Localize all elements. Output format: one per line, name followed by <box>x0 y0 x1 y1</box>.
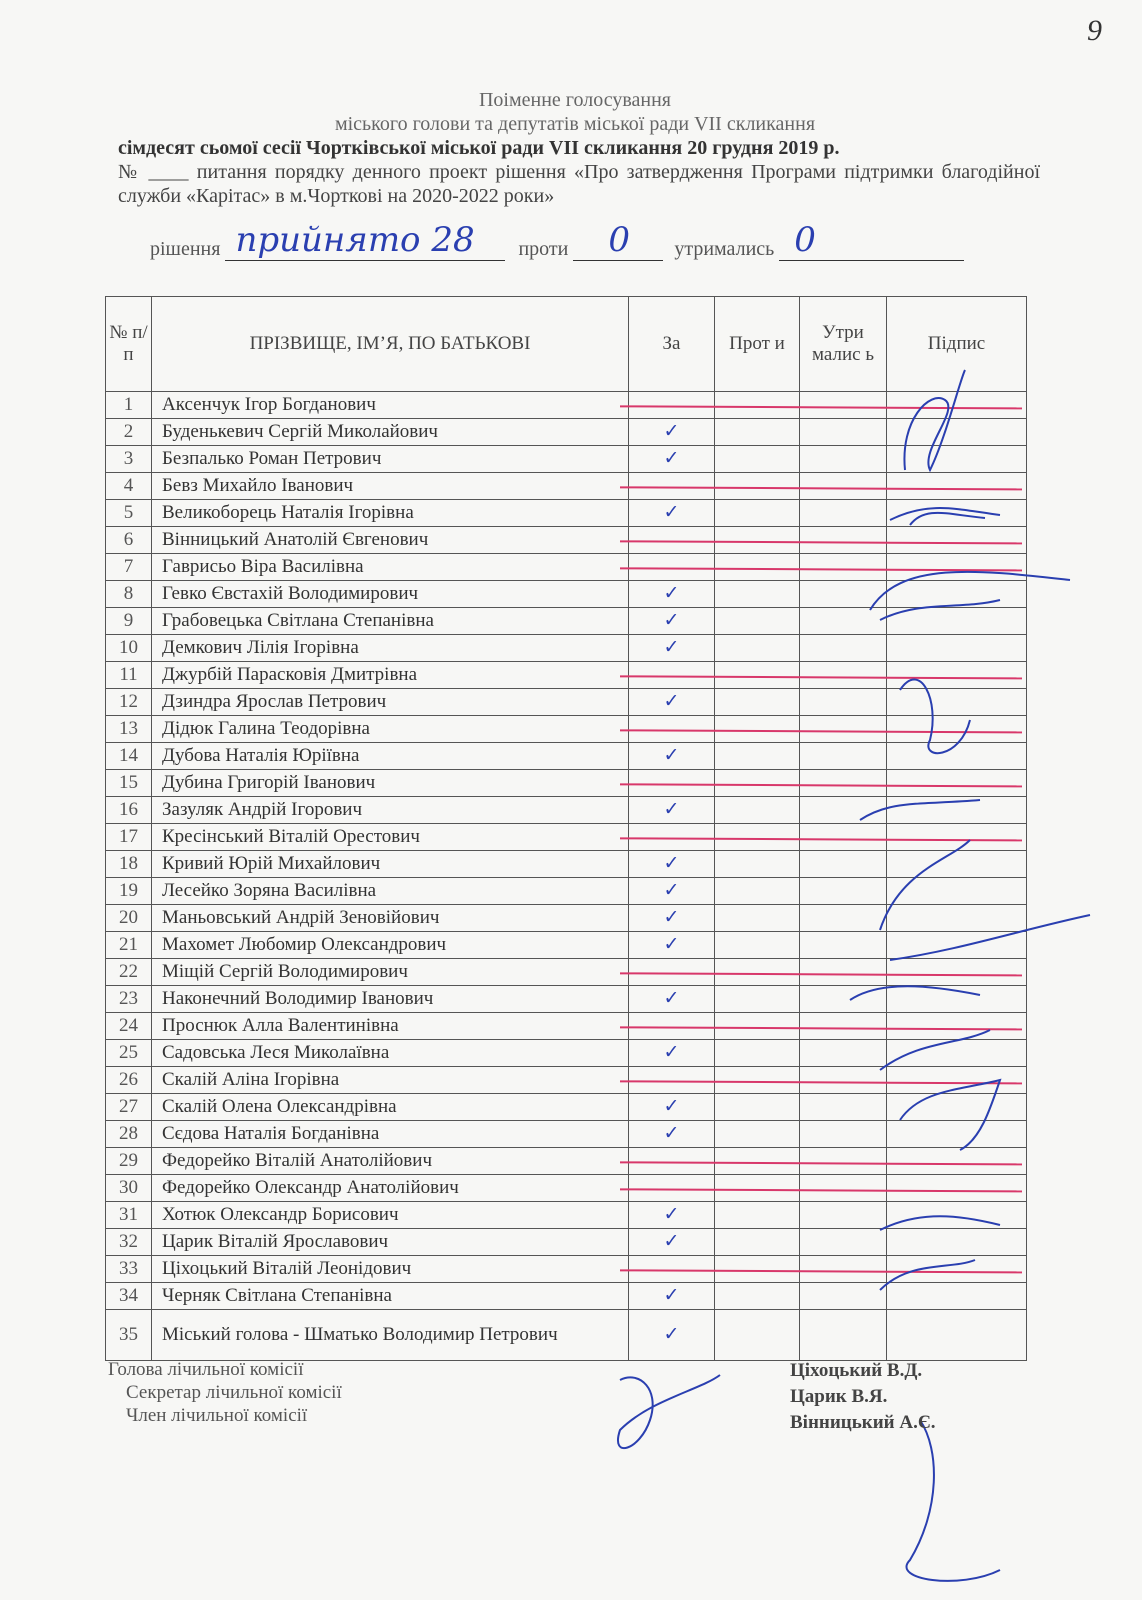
row-name: Дзиндра Ярослав Петрович <box>152 689 629 716</box>
row-number: 3 <box>106 446 152 473</box>
row-vote-against <box>715 419 800 446</box>
row-name: Грабовецька Світлана Степанівна <box>152 608 629 635</box>
row-number: 17 <box>106 824 152 851</box>
row-name: Федорейко Віталій Анатолійович <box>152 1148 629 1175</box>
table-row <box>106 554 1027 581</box>
row-vote-against <box>715 1229 800 1256</box>
row-signature <box>887 716 1027 743</box>
row-vote-for <box>629 959 715 986</box>
row-vote-abstain <box>800 1067 887 1094</box>
row-vote-abstain <box>800 797 887 824</box>
row-vote-abstain <box>800 419 887 446</box>
row-vote-against <box>715 743 800 770</box>
row-number: 29 <box>106 1148 152 1175</box>
table-row <box>106 1229 1027 1256</box>
row-vote-abstain <box>800 446 887 473</box>
commission-names <box>790 1358 936 1436</box>
row-signature <box>887 608 1027 635</box>
row-signature <box>887 1148 1027 1175</box>
row-number: 15 <box>106 770 152 797</box>
row-name: Кривий Юрій Михайлович <box>152 851 629 878</box>
row-signature <box>887 527 1027 554</box>
row-vote-for: ✓ <box>629 932 715 959</box>
col-abstain: Утри малис ь <box>800 297 887 392</box>
header-agenda-item: № ____ питання порядку денного проект рішення «Про затвердження Програми підтримки благодійної служби «Карітас» в м.Чорткові на 2020-2022 роки» <box>118 161 1040 207</box>
row-name: Махомет Любомир Олександрович <box>152 932 629 959</box>
row-signature <box>887 500 1027 527</box>
row-vote-against <box>715 527 800 554</box>
row-name: Проснюк Алла Валентинівна <box>152 1013 629 1040</box>
row-vote-abstain <box>800 608 887 635</box>
row-vote-for <box>629 716 715 743</box>
row-vote-for: ✓ <box>629 635 715 662</box>
row-vote-abstain <box>800 1202 887 1229</box>
row-vote-for <box>629 770 715 797</box>
row-number: 19 <box>106 878 152 905</box>
row-vote-abstain <box>800 986 887 1013</box>
table-row <box>106 1067 1027 1094</box>
row-vote-against <box>715 1283 800 1310</box>
vote-result-line <box>150 220 964 261</box>
row-vote-for <box>629 527 715 554</box>
row-vote-against <box>715 446 800 473</box>
row-vote-for <box>629 1148 715 1175</box>
row-number: 35 <box>106 1310 152 1361</box>
row-signature <box>887 932 1027 959</box>
row-signature <box>887 1310 1027 1361</box>
row-name: Наконечний Володимир Іванович <box>152 986 629 1013</box>
table-header-row <box>106 297 1027 392</box>
row-signature <box>887 1121 1027 1148</box>
row-number: 1 <box>106 392 152 419</box>
row-vote-for: ✓ <box>629 1283 715 1310</box>
secretary-name: Царик В.Я. <box>790 1386 888 1407</box>
row-vote-for: ✓ <box>629 986 715 1013</box>
table-row <box>106 1148 1027 1175</box>
row-signature <box>887 986 1027 1013</box>
row-name: Аксенчук Ігор Богданович <box>152 392 629 419</box>
document-header <box>110 88 1040 208</box>
row-vote-against <box>715 959 800 986</box>
table-row <box>106 473 1027 500</box>
decision-field <box>225 220 505 261</box>
row-vote-abstain <box>800 770 887 797</box>
chair-label: Голова лічильної комісії <box>108 1359 304 1380</box>
row-number: 32 <box>106 1229 152 1256</box>
row-vote-for: ✓ <box>629 1202 715 1229</box>
row-vote-against <box>715 500 800 527</box>
row-vote-against <box>715 797 800 824</box>
table-row <box>106 608 1027 635</box>
row-name: Безпалько Роман Петрович <box>152 446 629 473</box>
row-name: Міський голова - Шматько Володимир Петрович <box>152 1310 629 1361</box>
row-signature <box>887 1040 1027 1067</box>
row-vote-against <box>715 581 800 608</box>
row-vote-abstain <box>800 500 887 527</box>
member-name: Вінницький А.Є. <box>790 1412 936 1433</box>
table-row <box>106 743 1027 770</box>
row-name: Вінницький Анатолій Євгенович <box>152 527 629 554</box>
row-vote-for: ✓ <box>629 905 715 932</box>
row-vote-for: ✓ <box>629 1040 715 1067</box>
row-vote-abstain <box>800 392 887 419</box>
table-row <box>106 1094 1027 1121</box>
col-number: № п/п <box>106 297 152 392</box>
header-title: Поіменне голосування <box>478 89 671 111</box>
row-number: 7 <box>106 554 152 581</box>
row-number: 14 <box>106 743 152 770</box>
row-name: Великоборець Наталія Ігорівна <box>152 500 629 527</box>
row-vote-abstain <box>800 1121 887 1148</box>
row-vote-against <box>715 1310 800 1361</box>
row-vote-against <box>715 1175 800 1202</box>
row-vote-for <box>629 1175 715 1202</box>
row-vote-for: ✓ <box>629 581 715 608</box>
table-row <box>106 770 1027 797</box>
row-vote-abstain <box>800 1310 887 1361</box>
row-vote-against <box>715 1094 800 1121</box>
table-row <box>106 392 1027 419</box>
row-vote-against <box>715 986 800 1013</box>
table-row <box>106 1202 1027 1229</box>
table-row <box>106 689 1027 716</box>
row-signature <box>887 770 1027 797</box>
row-vote-for <box>629 1013 715 1040</box>
table-row <box>106 986 1027 1013</box>
table-row <box>106 851 1027 878</box>
row-number: 8 <box>106 581 152 608</box>
row-name: Зазуляк Андрій Ігорович <box>152 797 629 824</box>
row-vote-abstain <box>800 689 887 716</box>
row-number: 16 <box>106 797 152 824</box>
row-vote-abstain <box>800 851 887 878</box>
table-row <box>106 581 1027 608</box>
against-label: проти <box>518 238 569 260</box>
table-row <box>106 905 1027 932</box>
row-number: 34 <box>106 1283 152 1310</box>
row-name: Хотюк Олександр Борисович <box>152 1202 629 1229</box>
row-number: 20 <box>106 905 152 932</box>
col-for: За <box>629 297 715 392</box>
row-vote-for: ✓ <box>629 500 715 527</box>
row-vote-for <box>629 554 715 581</box>
row-vote-for <box>629 662 715 689</box>
row-number: 10 <box>106 635 152 662</box>
col-name: ПРІЗВИЩЕ, ІМ’Я, ПО БАТЬКОВІ <box>152 297 629 392</box>
row-vote-abstain <box>800 1283 887 1310</box>
row-signature <box>887 1283 1027 1310</box>
table-row <box>106 527 1027 554</box>
row-vote-against <box>715 1013 800 1040</box>
row-name: Федорейко Олександр Анатолійович <box>152 1175 629 1202</box>
table-row <box>106 419 1027 446</box>
table-row <box>106 1256 1027 1283</box>
row-name: Скалій Олена Олександрівна <box>152 1094 629 1121</box>
chair-name: Ціхоцький В.Д. <box>790 1360 923 1381</box>
row-signature <box>887 905 1027 932</box>
row-signature <box>887 419 1027 446</box>
row-vote-for <box>629 392 715 419</box>
row-signature <box>887 797 1027 824</box>
row-vote-abstain <box>800 959 887 986</box>
row-vote-against <box>715 473 800 500</box>
row-number: 22 <box>106 959 152 986</box>
row-number: 31 <box>106 1202 152 1229</box>
abstain-label: утримались <box>674 238 775 260</box>
row-vote-abstain <box>800 716 887 743</box>
row-signature <box>887 1256 1027 1283</box>
row-number: 9 <box>106 608 152 635</box>
table-row <box>106 635 1027 662</box>
row-vote-abstain <box>800 932 887 959</box>
row-number: 27 <box>106 1094 152 1121</box>
row-signature <box>887 1202 1027 1229</box>
row-vote-for <box>629 473 715 500</box>
col-signature: Підпис <box>887 297 1027 392</box>
secretary-label: Секретар лічильної комісії <box>126 1382 342 1403</box>
row-signature <box>887 1067 1027 1094</box>
row-signature <box>887 1013 1027 1040</box>
row-name: Гевко Євстахій Володимирович <box>152 581 629 608</box>
row-vote-for: ✓ <box>629 446 715 473</box>
row-vote-against <box>715 1256 800 1283</box>
row-signature <box>887 689 1027 716</box>
row-number: 30 <box>106 1175 152 1202</box>
row-vote-abstain <box>800 1040 887 1067</box>
row-signature <box>887 392 1027 419</box>
row-number: 13 <box>106 716 152 743</box>
row-name: Гаврисьо Віра Василівна <box>152 554 629 581</box>
row-name: Дубина Григорій Іванович <box>152 770 629 797</box>
row-vote-for <box>629 824 715 851</box>
header-session: сімдесят сьомої сесії Чортківської міської ради VII скликання 20 грудня 2019 р. <box>118 137 840 159</box>
row-vote-abstain <box>800 554 887 581</box>
row-name: Скалій Аліна Ігорівна <box>152 1067 629 1094</box>
decision-value: прийнято 28 <box>235 220 475 260</box>
row-name: Буденькевич Сергій Миколайович <box>152 419 629 446</box>
table-row <box>106 662 1027 689</box>
row-number: 33 <box>106 1256 152 1283</box>
row-name: Царик Віталій Ярославович <box>152 1229 629 1256</box>
table-row <box>106 797 1027 824</box>
row-vote-against <box>715 905 800 932</box>
row-vote-abstain <box>800 662 887 689</box>
row-vote-abstain <box>800 473 887 500</box>
table-row <box>106 959 1027 986</box>
header-subtitle: міського голови та депутатів міської ради VII скликання <box>334 113 816 135</box>
row-vote-abstain <box>800 1175 887 1202</box>
row-vote-against <box>715 608 800 635</box>
row-signature <box>887 1175 1027 1202</box>
row-number: 12 <box>106 689 152 716</box>
row-vote-for: ✓ <box>629 797 715 824</box>
row-vote-against <box>715 1202 800 1229</box>
row-name: Джурбій Парасковія Дмитрівна <box>152 662 629 689</box>
table-row <box>106 932 1027 959</box>
row-number: 28 <box>106 1121 152 1148</box>
commission-labels <box>108 1358 342 1427</box>
row-vote-against <box>715 392 800 419</box>
row-number: 4 <box>106 473 152 500</box>
row-number: 11 <box>106 662 152 689</box>
row-signature <box>887 446 1027 473</box>
row-number: 5 <box>106 500 152 527</box>
row-vote-for: ✓ <box>629 1094 715 1121</box>
row-signature <box>887 473 1027 500</box>
row-vote-for: ✓ <box>629 1229 715 1256</box>
table-row <box>106 446 1027 473</box>
chair-signature <box>618 1375 720 1448</box>
row-vote-against <box>715 1121 800 1148</box>
row-vote-against <box>715 1067 800 1094</box>
page-number: 9 <box>1087 14 1102 47</box>
row-number: 18 <box>106 851 152 878</box>
row-vote-abstain <box>800 527 887 554</box>
row-name: Дідюк Галина Теодорівна <box>152 716 629 743</box>
row-name: Садовська Леся Миколаївна <box>152 1040 629 1067</box>
row-signature <box>887 824 1027 851</box>
row-vote-against <box>715 716 800 743</box>
row-vote-for: ✓ <box>629 878 715 905</box>
row-vote-abstain <box>800 1148 887 1175</box>
table-row <box>106 878 1027 905</box>
row-vote-abstain <box>800 635 887 662</box>
abstain-value: 0 <box>794 220 816 260</box>
row-signature <box>887 743 1027 770</box>
table-row <box>106 1040 1027 1067</box>
decision-label: рішення <box>150 238 221 260</box>
row-name: Бевз Михайло Іванович <box>152 473 629 500</box>
row-name: Міщій Сергій Володимирович <box>152 959 629 986</box>
row-vote-for: ✓ <box>629 1121 715 1148</box>
table-row <box>106 716 1027 743</box>
row-vote-for: ✓ <box>629 743 715 770</box>
row-signature <box>887 554 1027 581</box>
row-vote-abstain <box>800 743 887 770</box>
row-name: Демкович Лілія Ігорівна <box>152 635 629 662</box>
row-vote-for: ✓ <box>629 608 715 635</box>
row-vote-for <box>629 1256 715 1283</box>
row-number: 24 <box>106 1013 152 1040</box>
row-name: Черняк Світлана Степанівна <box>152 1283 629 1310</box>
row-vote-against <box>715 932 800 959</box>
row-vote-against <box>715 770 800 797</box>
row-vote-abstain <box>800 1013 887 1040</box>
row-vote-against <box>715 1040 800 1067</box>
row-vote-against <box>715 554 800 581</box>
row-signature <box>887 1094 1027 1121</box>
row-signature <box>887 635 1027 662</box>
row-vote-against <box>715 635 800 662</box>
row-name: Лесейко Зоряна Василівна <box>152 878 629 905</box>
row-name: Ціхоцький Віталій Леонідович <box>152 1256 629 1283</box>
abstain-field <box>779 220 964 261</box>
member-label: Член лічильної комісії <box>126 1405 308 1426</box>
table-row <box>106 1121 1027 1148</box>
row-vote-for <box>629 1067 715 1094</box>
row-vote-abstain <box>800 878 887 905</box>
row-vote-against <box>715 689 800 716</box>
row-vote-for: ✓ <box>629 1310 715 1361</box>
row-vote-against <box>715 1148 800 1175</box>
member-signature <box>906 1420 1000 1581</box>
row-name: Маньовський Андрій Зеновійович <box>152 905 629 932</box>
row-vote-for: ✓ <box>629 689 715 716</box>
row-name: Кресінський Віталій Орестович <box>152 824 629 851</box>
table-row <box>106 1310 1027 1361</box>
row-number: 23 <box>106 986 152 1013</box>
row-vote-abstain <box>800 1229 887 1256</box>
table-row <box>106 1175 1027 1202</box>
row-vote-abstain <box>800 1256 887 1283</box>
table-row <box>106 824 1027 851</box>
against-field <box>573 220 663 261</box>
roll-call-table <box>105 296 1027 1361</box>
row-vote-abstain <box>800 824 887 851</box>
row-number: 25 <box>106 1040 152 1067</box>
row-signature <box>887 878 1027 905</box>
row-vote-against <box>715 851 800 878</box>
row-signature <box>887 1229 1027 1256</box>
row-vote-against <box>715 824 800 851</box>
against-value: 0 <box>608 220 630 260</box>
row-vote-for: ✓ <box>629 419 715 446</box>
row-number: 21 <box>106 932 152 959</box>
row-signature <box>887 851 1027 878</box>
row-signature <box>887 581 1027 608</box>
row-signature <box>887 959 1027 986</box>
row-number: 6 <box>106 527 152 554</box>
row-vote-abstain <box>800 905 887 932</box>
col-against: Прот и <box>715 297 800 392</box>
row-number: 26 <box>106 1067 152 1094</box>
row-vote-for: ✓ <box>629 851 715 878</box>
row-vote-against <box>715 878 800 905</box>
row-name: Дубова Наталія Юріївна <box>152 743 629 770</box>
row-vote-abstain <box>800 581 887 608</box>
table-row <box>106 500 1027 527</box>
row-number: 2 <box>106 419 152 446</box>
row-signature <box>887 662 1027 689</box>
table-row <box>106 1013 1027 1040</box>
row-vote-against <box>715 662 800 689</box>
row-name: Сєдова Наталія Богданівна <box>152 1121 629 1148</box>
row-vote-abstain <box>800 1094 887 1121</box>
table-row <box>106 1283 1027 1310</box>
